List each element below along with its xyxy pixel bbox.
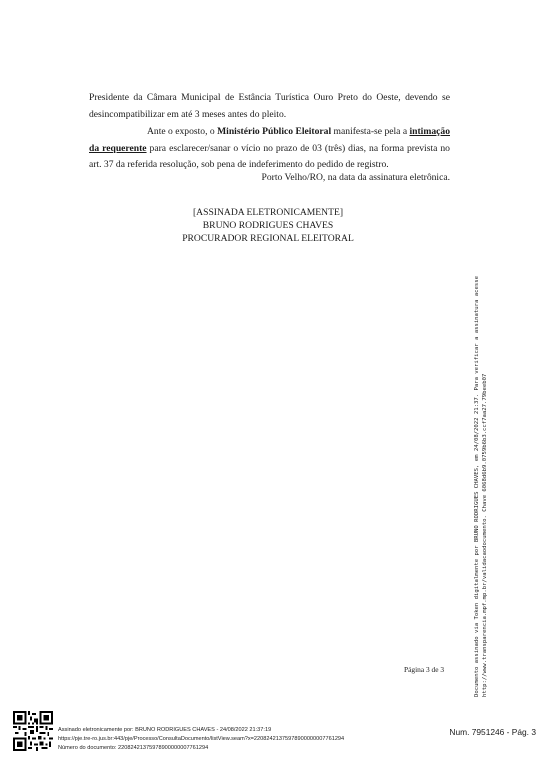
page-number: Página 3 de 3 [404,665,445,674]
signature-status: [ASSINADA ELETRONICAMENTE] [192,207,344,218]
footer-signature-info [58,726,344,754]
paragraph-2-underlined: intimação da requerente [89,126,450,154]
closing-line: Porto Velho/RO, na data da assinatura eletrônica. [261,172,450,183]
paragraph-2 [89,124,450,174]
paragraph-2-start: Ante o exposto, o [147,126,218,137]
document-id-page: Num. 7951246 - Pág. 3 [449,727,536,737]
paragraph-1: Presidente da Câmara Municipal de Estância Turística Ouro Preto do Oeste, devendo se desincompatibilizar em até 3 meses antes do pleito. [89,92,450,120]
qr-code-icon [13,711,53,751]
signer-title: PROCURADOR REGIONAL ELEITORAL [182,233,354,244]
signature-block [168,206,368,245]
digital-signature-stamp [473,217,489,697]
footer [0,705,546,760]
footer-signed-by: Assinado eletronicamente por: BRUNO RODRIGUES CHAVES - 24/08/2022 21:37:19 [58,727,272,733]
signer-name: BRUNO RODRIGUES CHAVES [202,220,334,231]
paragraph-2-middle: manifesta-se pela a [331,126,410,137]
stamp-line-2: http://www.transparencia.mpf.mp.br/validacaodocumento. Chave 6068d6b9.0759b6b3.ccf7aa27.79beeb07 [482,373,488,697]
paragraph-2-bold: Ministério Público Eleitoral [217,126,332,137]
paragraph-2-end: para esclarecer/sanar o vício no prazo de 03 (três) dias, na forma prevista no art. 37 da referida resolução, sob pena de indeferimento do pedido de registro. [89,142,450,171]
stamp-line-1: Documento assinado via Token digitalmente por BRUNO RODRIGUES CHAVES, em 24/08/2022 21:37. Para verificar a assinatura acesse [474,276,480,697]
footer-document-number: Número do documento: 22082421375978900000007761294 [58,745,209,752]
footer-url: https://pje.tre-ro.jus.br:443/pje/Processo/ConsultaDocumento/listView.seam?x=22082421375978900000007761294 [58,736,345,743]
